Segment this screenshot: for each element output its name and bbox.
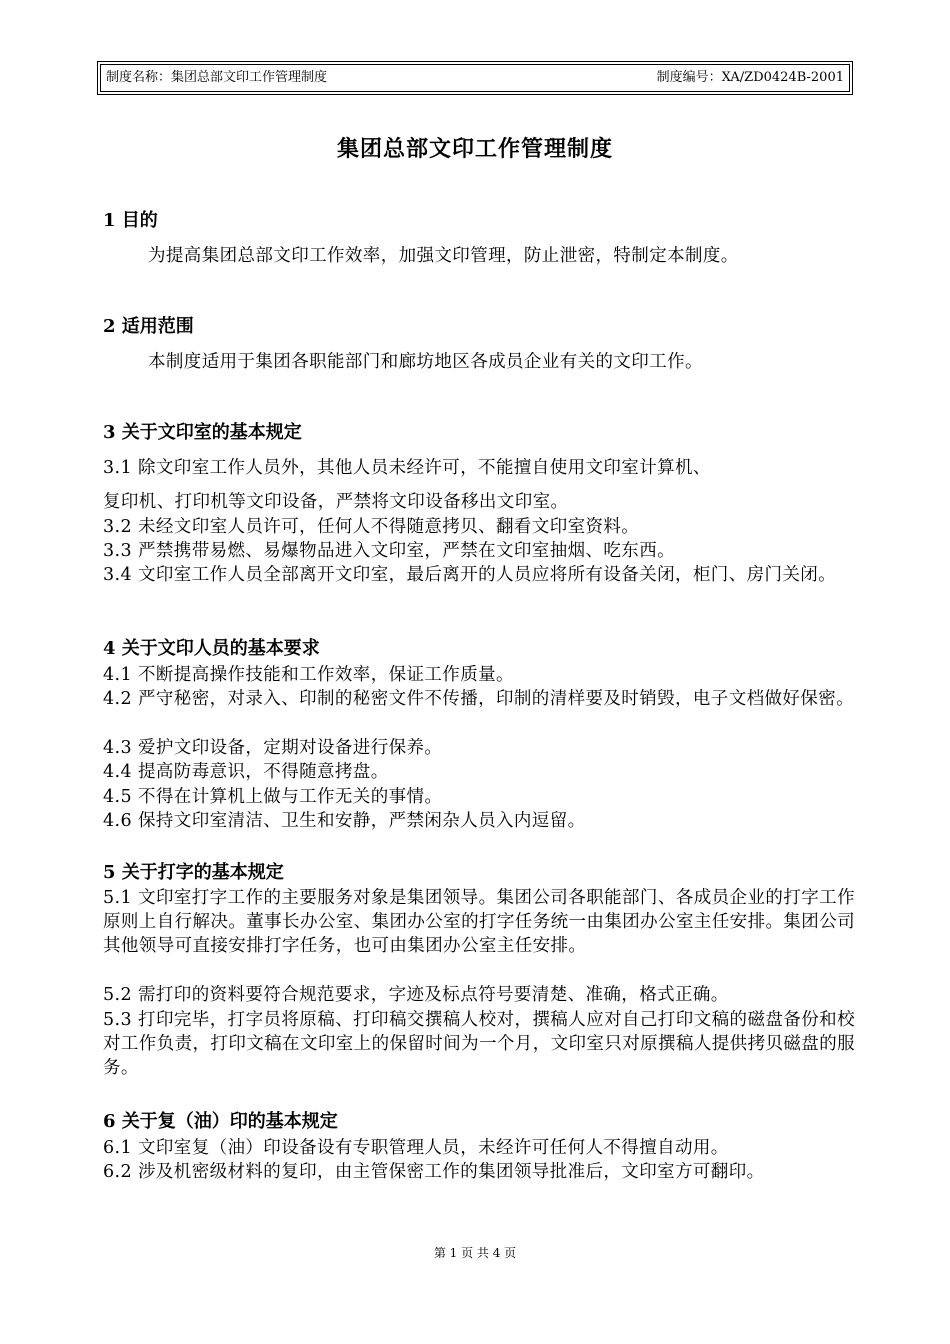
header-policy-number: 制度编号：XA/ZD0424B-2001	[656, 70, 844, 85]
clause-6-2: 6.2 涉及机密级材料的复印，由主管保密工作的集团领导批准后，文印室方可翻印。	[103, 1162, 765, 1182]
clause-4-1: 4.1 不断提高操作技能和工作效率，保证工作质量。	[103, 665, 514, 685]
clause-5-3: 5.3 打印完毕，打字员将原稿、打印稿交撰稿人校对，撰稿人应对自己打印文稿的磁盘备份和校对工作负责，打印文稿在文印室上的保留时间为一个月，文印室只对原撰稿人提供拷贝磁盘的服务。	[103, 1010, 855, 1079]
section-heading-staff-requirements: 4 关于文印人员的基本要求	[103, 638, 320, 659]
clause-3-3: 3.3 严禁携带易燃、易爆物品进入文印室，严禁在文印室抽烟、吃东西。	[103, 541, 675, 561]
document-header	[97, 61, 853, 95]
section-heading-purpose: 1 目的	[103, 210, 158, 231]
clause-4-4: 4.4 提高防毒意识，不得随意拷盘。	[103, 762, 389, 782]
section-heading-typing-rules: 5 关于打字的基本规定	[103, 862, 284, 883]
clause-5-2: 5.2 需打印的资料要符合规范要求，字迹及标点符号要清楚、准确，格式正确。	[103, 985, 729, 1005]
clause-3-2: 3.2 未经文印室人员许可，任何人不得随意拷贝、翻看文印室资料。	[103, 517, 640, 537]
clause-5-1: 5.1 文印室打字工作的主要服务对象是集团领导。集团公司各职能部门、各成员企业的打字工作原则上自行解决。董事长办公室、集团办公室的打字任务统一由集团办公室主任安排。集团公司其他领导可直接安排打字任务，也可由集团办公室主任安排。	[103, 888, 855, 957]
header-policy-name: 制度名称：集团总部文印工作管理制度	[106, 70, 328, 85]
section-body-scope: 本制度适用于集团各职能部门和廊坊地区各成员企业有关的文印工作。	[148, 352, 703, 372]
clause-4-5: 4.5 不得在计算机上做与工作无关的事情。	[103, 787, 443, 807]
clause-3-1: 3.1 除文印室工作人员外，其他人员未经许可，不能擅自使用文印室计算机、	[103, 458, 711, 478]
clause-4-3: 4.3 爱护文印设备，定期对设备进行保养。	[103, 738, 443, 758]
section-heading-scope: 2 适用范围	[103, 316, 194, 337]
section-heading-office-rules: 3 关于文印室的基本规定	[103, 422, 302, 443]
clause-4-6: 4.6 保持文印室清洁、卫生和安静，严禁闲杂人员入内逗留。	[103, 811, 586, 831]
section-body-purpose: 为提高集团总部文印工作效率，加强文印管理，防止泄密，特制定本制度。	[148, 246, 739, 266]
clause-6-1: 6.1 文印室复（油）印设备设有专职管理人员，未经许可任何人不得擅自动用。	[103, 1138, 729, 1158]
section-heading-copying-rules: 6 关于复（油）印的基本规定	[103, 1111, 338, 1132]
page-number-footer: 第 1 页 共 4 页	[433, 1246, 517, 1260]
document-title: 集团总部文印工作管理制度	[336, 136, 613, 162]
clause-3-1-cont: 复印机、打印机等文印设备，严禁将文印设备移出文印室。	[103, 492, 569, 512]
clause-3-4: 3.4 文印室工作人员全部离开文印室，最后离开的人员应将所有设备关闭，柜门、房门关闭。	[103, 565, 837, 585]
clause-4-2: 4.2 严守秘密，对录入、印制的秘密文件不传播，印制的清样要及时销毁，电子文档做好保密。	[103, 689, 854, 709]
